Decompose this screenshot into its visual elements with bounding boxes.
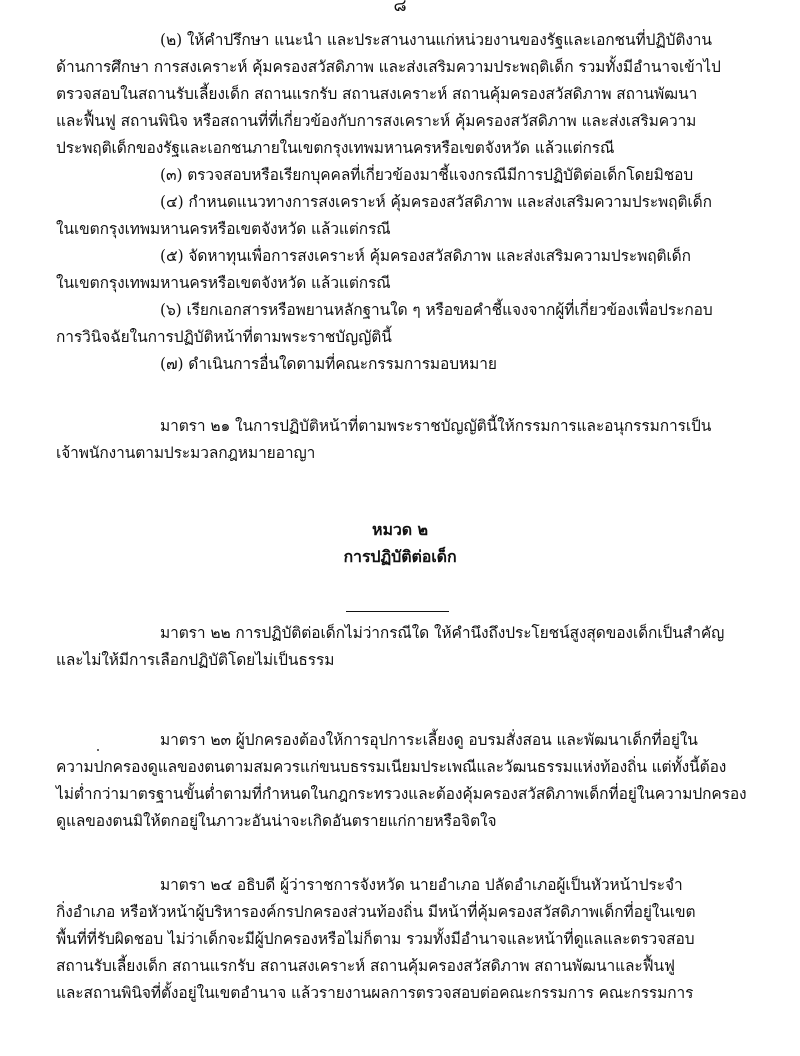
clause-6-line-2: การวินิจฉัยในการปฏิบัติหน้าที่ตามพระราชบัญญัตินี้ [56,328,392,346]
section-23-line-2: ความปกครองดูแลของตนตามสมควรแก่ขนบธรรมเนียมประเพณีและวัฒนธรรมแห่งท้องถิ่น แต่ทั้งนี้ต้อง [56,758,727,776]
section-23-line-3: ไม่ต่ำกว่ามาตรฐานขั้นต่ำตามที่กำหนดในกฎกระทรวงและต้องคุ้มครองสวัสดิภาพเด็กที่อยู่ในความปกครอง [56,785,747,803]
section-23-line-1: มาตรา ๒๓ ผู้ปกครองต้องให้การอุปการะเลี้ยงดู อบรมสั่งสอน และพัฒนาเด็กที่อยู่ใน [160,731,698,749]
section-22-line-2: และไม่ให้มีการเลือกปฏิบัติโดยไม่เป็นธรรม [56,651,335,669]
clause-7-line-1: (๗) ดำเนินการอื่นใดตามที่คณะกรรมการมอบหมาย [160,355,497,373]
clause-3-line-1: (๓) ตรวจสอบหรือเรียกบุคคลที่เกี่ยวข้องมาชี้แจงกรณีมีการปฏิบัติต่อเด็กโดยมิชอบ [160,166,694,184]
section-23-line-4: ดูแลของตนมิให้ตกอยู่ในภาวะอันน่าจะเกิดอันตรายแก่กายหรือจิตใจ [56,812,497,830]
clause-5-line-2: ในเขตกรุงเทพมหานครหรือเขตจังหวัด แล้วแต่กรณี [56,274,391,292]
scan-speck [97,749,99,751]
clause-2-line-1: (๒) ให้คำปรึกษา แนะนำ และประสานงานแก่หน่วยงานของรัฐและเอกชนที่ปฏิบัติงาน [160,31,712,49]
chapter-title: การปฏิบัติต่อเด็ก [343,547,457,566]
section-22-line-1: มาตรา ๒๒ การปฏิบัติต่อเด็กไม่ว่ากรณีใด ให้คำนึงถึงประโยชน์สูงสุดของเด็กเป็นสำคัญ [160,624,725,642]
page-number: ๘ [393,0,407,16]
clause-2-line-3: ตรวจสอบในสถานรับเลี้ยงเด็ก สถานแรกรับ สถานสงเคราะห์ สถานคุ้มครองสวัสดิภาพ สถานพัฒนา [56,85,698,103]
chapter-divider [346,611,449,612]
clause-2-line-4: และฟื้นฟู สถานพินิจ หรือสถานที่ที่เกี่ยวข้องกับการสงเคราะห์ คุ้มครองสวัสดิภาพ และส่งเสริมความ [56,112,697,130]
section-24-line-5: และสถานพินิจที่ตั้งอยู่ในเขตอำนาจ แล้วรายงานผลการตรวจสอบต่อคณะกรรมการ คณะกรรมการ [56,984,694,1002]
section-24-line-4: สถานรับเลี้ยงเด็ก สถานแรกรับ สถานสงเคราะห์ สถานคุ้มครองสวัสดิภาพ สถานพัฒนาและฟื้นฟู [56,957,675,975]
section-24-line-2: กิ่งอำเภอ หรือหัวหน้าผู้บริหารองค์กรปกครองส่วนท้องถิ่น มีหน้าที่คุ้มครองสวัสดิภาพเด็กที่อยู่ในเขต [56,903,696,921]
section-24-line-3: พื้นที่ที่รับผิดชอบ ไม่ว่าเด็กจะมีผู้ปกครองหรือไม่ก็ตาม รวมทั้งมีอำนาจและหน้าที่ดูแลและตรวจสอบ [56,930,695,948]
clause-4-line-2: ในเขตกรุงเทพมหานครหรือเขตจังหวัด แล้วแต่กรณี [56,220,391,238]
clause-2-line-2: ด้านการศึกษา การสงเคราะห์ คุ้มครองสวัสดิภาพ และส่งเสริมความประพฤติเด็ก รวมทั้งมีอำนาจเข้าไป [56,58,721,76]
section-21-line-2: เจ้าพนักงานตามประมวลกฎหมายอาญา [56,444,316,462]
clause-4-line-1: (๔) กำหนดแนวทางการสงเคราะห์ คุ้มครองสวัสดิภาพ และส่งเสริมความประพฤติเด็ก [160,193,712,211]
section-21-line-1: มาตรา ๒๑ ในการปฏิบัติหน้าที่ตามพระราชบัญญัตินี้ให้กรรมการและอนุกรรมการเป็น [160,417,712,435]
chapter-number: หมวด ๒ [372,520,428,539]
clause-5-line-1: (๕) จัดหาทุนเพื่อการสงเคราะห์ คุ้มครองสวัสดิภาพ และส่งเสริมความประพฤติเด็ก [160,247,691,265]
clause-2-line-5: ประพฤติเด็กของรัฐและเอกชนภายในเขตกรุงเทพมหานครหรือเขตจังหวัด แล้วแต่กรณี [56,139,615,157]
clause-6-line-1: (๖) เรียกเอกสารหรือพยานหลักฐานใด ๆ หรือขอคำชี้แจงจากผู้ที่เกี่ยวข้องเพื่อประกอบ [160,301,713,319]
section-24-line-1: มาตรา ๒๔ อธิบดี ผู้ว่าราชการจังหวัด นายอำเภอ ปลัดอำเภอผู้เป็นหัวหน้าประจำ [160,876,683,894]
